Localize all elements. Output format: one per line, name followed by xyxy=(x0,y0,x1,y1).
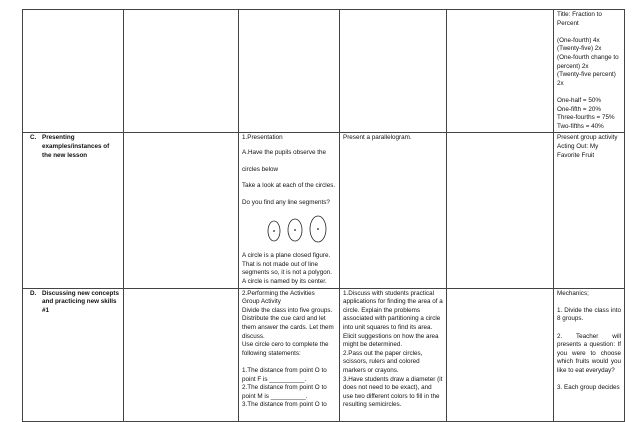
row-letter: C. xyxy=(30,134,37,142)
title-line: One-fifth = 20% xyxy=(557,105,601,113)
table-cell xyxy=(239,10,340,133)
row-label-cell xyxy=(23,288,124,421)
title-line: Percent xyxy=(557,19,579,27)
title-line: (One-fourth change to xyxy=(557,53,619,61)
row-letter: D. xyxy=(30,289,37,297)
presentation-line: circles below xyxy=(242,165,279,173)
title-line: One-half = 50% xyxy=(557,96,601,104)
parallelogram-text: Present a parallelogram. xyxy=(343,134,412,142)
presentation-line: Do you find any line segments? xyxy=(242,198,330,206)
activity-cell xyxy=(239,288,340,421)
discussion-cell xyxy=(340,288,447,421)
presentation-line: Take a look at each of the circles. xyxy=(242,182,336,190)
table-cell xyxy=(124,133,239,288)
mechanics-line: 3. Each group decides xyxy=(557,384,620,392)
title-line: (Twenty-five percent) 2x xyxy=(557,71,616,87)
title-line: percent) 2x xyxy=(557,62,589,70)
table-cell xyxy=(124,288,239,421)
group-activity-text: Present group activity Acting Out: My Favorite Fruit xyxy=(557,134,618,159)
activity-line: 2.The distance from point O to point M is __________. xyxy=(242,384,327,400)
activity-line: 1.The distance from point O to point F is __________. xyxy=(242,367,327,383)
table-cell xyxy=(447,10,554,133)
parallelogram-cell xyxy=(340,133,447,288)
mechanics-line: 2. Teacher will presents a question: If you were to choose which fruits would you like to eat everyday? xyxy=(557,332,621,374)
title-line: (One-fourth) 4x xyxy=(557,36,600,44)
presentation-line: A.Have the pupils observe the xyxy=(242,148,327,156)
table-cell xyxy=(23,10,124,133)
discussion-line: 3.Have students draw a diameter (it does not need to be exact), and use two different colors to fill in the resulting semicircles. xyxy=(343,375,443,409)
mechanics-line: Mechanics; xyxy=(557,289,589,297)
presentation-cell xyxy=(239,133,340,288)
table-cell xyxy=(447,288,554,421)
activity-line: Divide the class into five groups. Distribute the cue card and let them answer the cards. Let them discuss. xyxy=(242,306,334,340)
title-line: Title: Fraction to xyxy=(557,11,602,18)
activity-line: 3.The distance from point O to xyxy=(242,401,327,409)
activity-line: Use circle cero to complete the following statements: xyxy=(242,341,329,357)
closed-figure-text: A circle is a plane closed figure. That is not made out of line segments so, it is not a polygon. A circle is named by its center. xyxy=(242,252,332,286)
spacer xyxy=(242,358,336,367)
lesson-plan-table xyxy=(22,9,625,422)
row-label-cell xyxy=(23,133,124,288)
title-block-cell xyxy=(554,10,625,133)
table-row xyxy=(23,10,625,133)
three-circles-figure xyxy=(264,215,330,245)
presentation-line: 1.Presentation xyxy=(242,134,283,142)
activity-line: Group Activity xyxy=(242,298,281,306)
title-line: (Twenty-five) 2x xyxy=(557,45,602,53)
mechanics-cell xyxy=(554,288,625,421)
table-cell xyxy=(124,10,239,133)
row-label: Discussing new concepts and practicing new skills #1 xyxy=(42,289,119,314)
activity-line: 2.Performing the Activities xyxy=(242,289,315,297)
table-cell xyxy=(340,10,447,133)
table-row xyxy=(23,288,625,421)
group-activity-cell xyxy=(554,133,625,288)
discussion-line: 1.Discuss with students practical applications for finding the area of a circle. Explain the problems associated with partitioning a circle into unit squares to find its area. Elicit suggestions on how the area might be determined. xyxy=(343,289,443,349)
spacer xyxy=(557,28,621,37)
title-line: Three-fourths = 75% xyxy=(557,114,615,122)
table-row xyxy=(23,133,625,288)
title-line: Two-fifths = 40% xyxy=(557,122,604,130)
row-label: Presenting examples/instances of the new lesson xyxy=(42,134,110,159)
spacer xyxy=(557,88,621,97)
mechanics-line: 1. Divide the class into 8 groups. xyxy=(557,306,621,323)
discussion-line: 2.Pass out the paper circles, scissors, rulers and colored markers or crayons. xyxy=(343,349,423,374)
table-cell xyxy=(447,133,554,288)
